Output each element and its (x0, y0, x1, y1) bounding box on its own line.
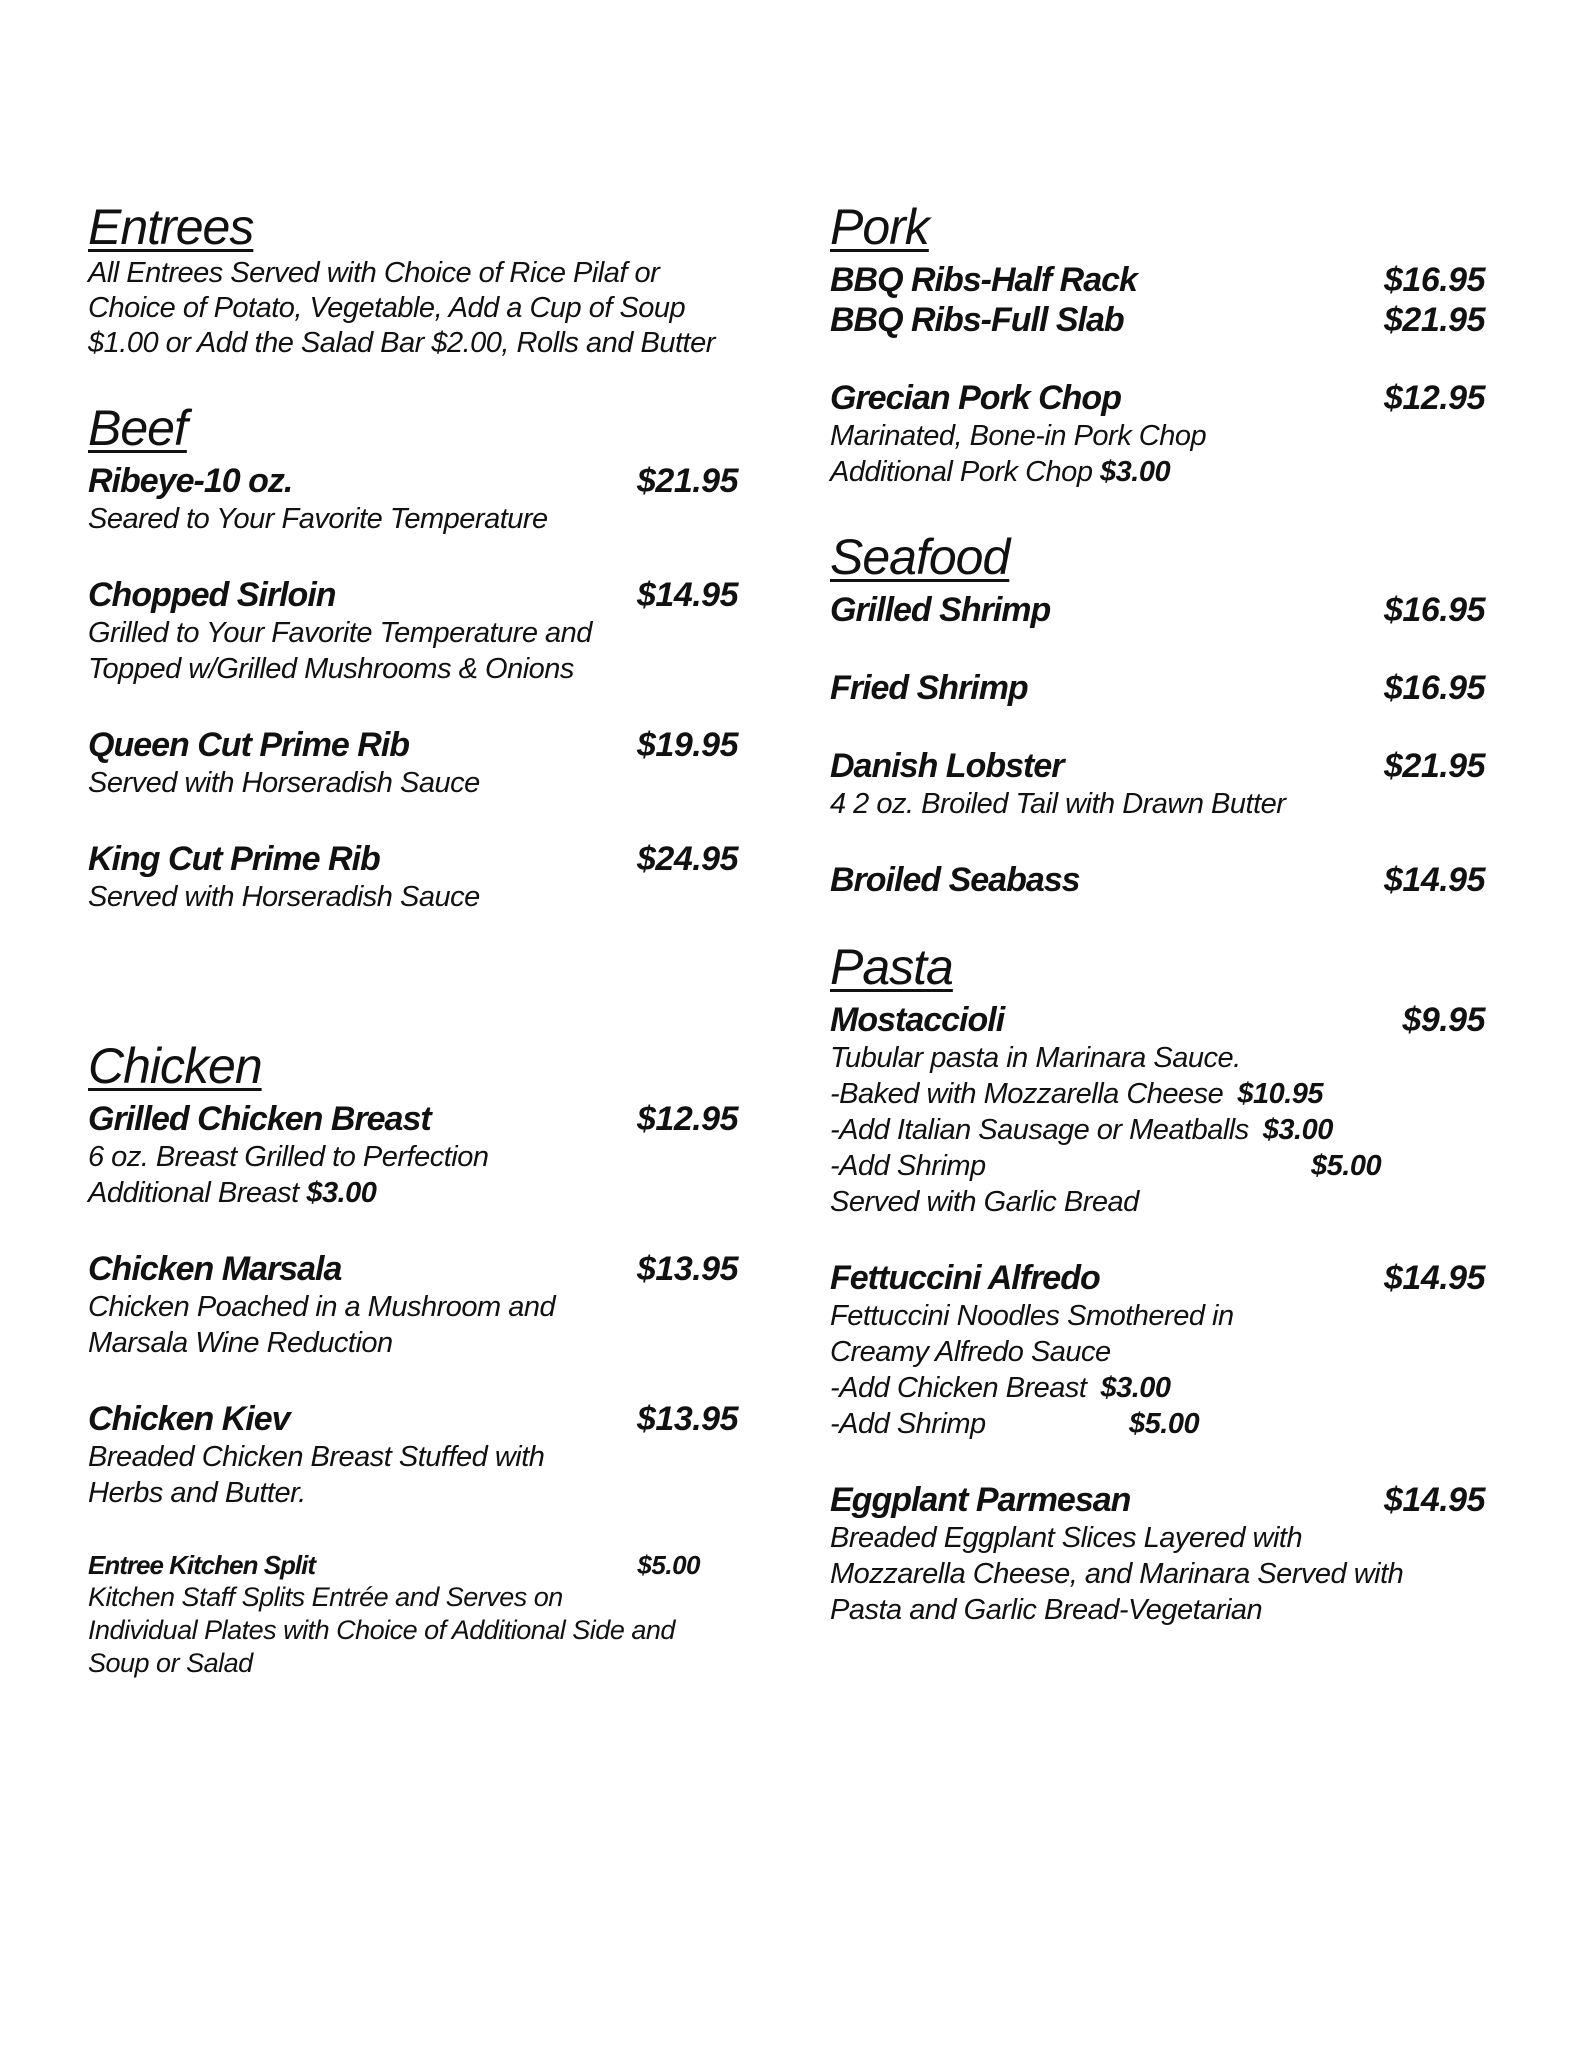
chicken-heading: Chicken (88, 1038, 262, 1094)
item-price: $21.95 (637, 462, 738, 500)
entrees-heading: Entrees (88, 199, 254, 255)
item-extra (88, 1175, 738, 1211)
item-desc: Seared to Your Favorite Temperature (88, 503, 548, 535)
item-desc: Breaded Chicken Breast Stuffed with (88, 1441, 545, 1473)
addon-label: -Add Shrimp (830, 1150, 986, 1182)
item-price: $16.95 (1384, 261, 1485, 299)
menu-item-broiled-seabass (830, 860, 1485, 900)
chicken-section (88, 1037, 738, 1680)
item-desc: Topped w/Grilled Mushrooms & Onions (88, 653, 574, 685)
item-price: $14.95 (637, 576, 738, 614)
item-name: Broiled Seabass (830, 861, 1080, 899)
item-desc: Marinated, Bone-in Pork Chop (830, 420, 1207, 452)
item-desc: Kitchen Staff Splits Entrée and Serves on (88, 1582, 563, 1612)
item-desc: 4 2 oz. Broiled Tail with Drawn Butter (830, 788, 1286, 820)
item-name: Eggplant Parmesan (830, 1481, 1131, 1519)
item-price: $21.95 (1384, 747, 1485, 785)
addon-label: -Baked with Mozzarella Cheese (830, 1078, 1224, 1110)
beef-heading: Beef (88, 400, 187, 456)
item-name: BBQ Ribs-Half Rack (830, 261, 1137, 299)
menu-item-grilled-chicken-breast (88, 1099, 738, 1211)
menu-item-queen-cut-prime-rib (88, 725, 738, 801)
item-name: Grecian Pork Chop (830, 379, 1121, 417)
pasta-section (830, 938, 1485, 1628)
item-price: $19.95 (637, 726, 738, 764)
menu-item-king-cut-prime-rib (88, 839, 738, 915)
item-name: Grilled Shrimp (830, 591, 1051, 629)
spacer (88, 953, 738, 1037)
addon-label: -Add Chicken Breast (830, 1372, 1087, 1404)
left-column (88, 198, 738, 1718)
item-name: Mostaccioli (830, 1001, 1005, 1039)
item-desc: Herbs and Butter. (88, 1477, 306, 1509)
extra-price: $3.00 (1100, 456, 1171, 488)
item-desc: Soup or Salad (88, 1648, 253, 1678)
item-desc: Marsala Wine Reduction (88, 1327, 393, 1359)
pork-section (830, 198, 1485, 490)
item-name: Chicken Marsala (88, 1250, 342, 1288)
extra-label: Additional Breast (88, 1177, 299, 1209)
item-desc: 6 oz. Breast Grilled to Perfection (88, 1141, 489, 1173)
seafood-heading: Seafood (830, 529, 1010, 585)
item-price: $14.95 (1384, 1259, 1485, 1297)
addon-price: $10.95 (1237, 1078, 1324, 1110)
pasta-heading: Pasta (830, 939, 953, 995)
item-price: $5.00 (637, 1550, 700, 1580)
item-name: Ribeye-10 oz. (88, 462, 293, 500)
item-price: $16.95 (1384, 591, 1485, 629)
menu-item-chopped-sirloin (88, 575, 738, 687)
beef-section (88, 399, 738, 915)
item-desc: Breaded Eggplant Slices Layered with (830, 1522, 1303, 1554)
addon-price: $5.00 (1311, 1150, 1382, 1182)
item-price: $12.95 (1384, 379, 1485, 417)
item-extra (830, 454, 1485, 490)
extra-price: $3.00 (306, 1177, 377, 1209)
addon-price: $5.00 (1129, 1408, 1200, 1440)
addon-label: -Add Italian Sausage or Meatballs (830, 1114, 1249, 1146)
pork-heading: Pork (830, 199, 929, 255)
seafood-section (830, 528, 1485, 900)
addon-row (830, 1076, 1485, 1112)
item-name: Fried Shrimp (830, 669, 1028, 707)
addon-price: $3.00 (1100, 1372, 1171, 1404)
item-desc: Served with Horseradish Sauce (88, 881, 480, 913)
menu-item-grecian-pork-chop (830, 378, 1485, 490)
menu-item-chicken-kiev (88, 1399, 738, 1511)
menu-item-fried-shrimp (830, 668, 1485, 708)
item-price: $12.95 (637, 1100, 738, 1138)
item-desc: Pasta and Garlic Bread-Vegetarian (830, 1594, 1263, 1626)
item-desc: Individual Plates with Choice of Additional Side and (88, 1615, 675, 1645)
addon-row (830, 1370, 1485, 1406)
entrees-section (88, 198, 738, 361)
item-price: $16.95 (1384, 669, 1485, 707)
item-name: Danish Lobster (830, 747, 1064, 785)
addon-label: -Add Shrimp (830, 1408, 986, 1440)
item-desc: Tubular pasta in Marinara Sauce. (830, 1042, 1241, 1074)
entrees-intro: All Entrees Served with Choice of Rice Pilaf or Choice of Potato, Vegetable, Add a Cup of Soup $1.00 or Add the Salad Bar $2.00, Rolls and Butter (88, 257, 715, 359)
item-name: King Cut Prime Rib (88, 840, 380, 878)
item-desc: Chicken Poached in a Mushroom and (88, 1291, 556, 1323)
menu-item-fettuccini-alfredo (830, 1258, 1485, 1442)
item-price: $24.95 (637, 840, 738, 878)
item-name: Chopped Sirloin (88, 576, 336, 614)
item-price: $9.95 (1402, 1001, 1485, 1039)
item-name: Chicken Kiev (88, 1400, 290, 1438)
item-name: Fettuccini Alfredo (830, 1259, 1100, 1297)
menu-item-entree-kitchen-split (88, 1549, 738, 1680)
menu-item-eggplant-parmesan (830, 1480, 1485, 1628)
item-desc: Served with Horseradish Sauce (88, 767, 480, 799)
item-name: Grilled Chicken Breast (88, 1100, 431, 1138)
item-price: $14.95 (1384, 1481, 1485, 1519)
menu-item-grilled-shrimp (830, 590, 1485, 630)
item-price: $13.95 (637, 1400, 738, 1438)
item-name: Entree Kitchen Split (88, 1550, 316, 1580)
item-name: BBQ Ribs-Full Slab (830, 301, 1124, 339)
extra-label: Additional Pork Chop (830, 456, 1093, 488)
item-price: $13.95 (637, 1250, 738, 1288)
addon-row (830, 1112, 1485, 1148)
item-desc: Grilled to Your Favorite Temperature and (88, 617, 592, 649)
addon-row (830, 1148, 1485, 1184)
item-price: $14.95 (1384, 861, 1485, 899)
item-desc: Creamy Alfredo Sauce (830, 1336, 1111, 1368)
menu-item-ribeye (88, 461, 738, 537)
item-name: Queen Cut Prime Rib (88, 726, 410, 764)
menu-item-danish-lobster (830, 746, 1485, 822)
addon-row (830, 1406, 1485, 1442)
menu-item-mostaccioli (830, 1000, 1485, 1220)
right-column (830, 198, 1485, 1666)
addon-price: $3.00 (1262, 1114, 1333, 1146)
menu-item-bbq-ribs (830, 260, 1485, 340)
item-price: $21.95 (1384, 301, 1485, 339)
menu-item-chicken-marsala (88, 1249, 738, 1361)
item-desc: Served with Garlic Bread (830, 1186, 1139, 1218)
item-desc: Fettuccini Noodles Smothered in (830, 1300, 1234, 1332)
item-desc: Mozzarella Cheese, and Marinara Served with (830, 1558, 1404, 1590)
